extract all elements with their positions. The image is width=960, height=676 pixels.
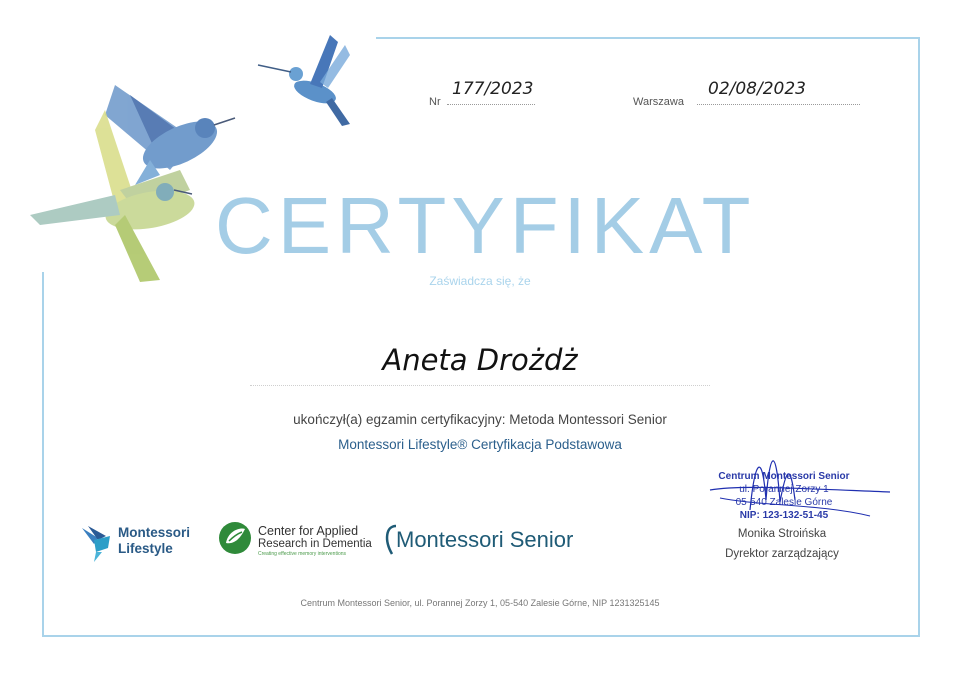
frame-bottom [42, 635, 920, 637]
exam-description: ukończył(a) egzamin certyfikacyjny: Metoda Montessori Senior [293, 412, 667, 427]
montessori-lifestyle-line1: Montessori [118, 525, 191, 540]
signatory-role: Dyrektor zarządzający [725, 548, 839, 560]
issue-date: 02/08/2023 [708, 79, 806, 99]
montessori-lifestyle-logo [80, 522, 210, 564]
car-name-line2: Research in Dementia [258, 538, 372, 550]
nr-label: Nr [429, 96, 441, 108]
signatory-block [712, 524, 852, 564]
car-name-line1: Center for Applied [258, 524, 359, 538]
frame-right [918, 37, 920, 637]
stamp-line-3: 05-540 Zalesie Górne [735, 497, 833, 508]
handwritten-signature [700, 440, 900, 530]
bird-icon [80, 522, 116, 562]
frame-left [42, 272, 44, 637]
small-hummingbird [258, 35, 350, 126]
montessori-lifestyle-line2: Lifestyle [118, 541, 173, 556]
car-dementia-logo [218, 521, 378, 561]
leaf-circle-icon [218, 521, 252, 555]
stamp-line-1: Centrum Montessori Senior [718, 471, 850, 482]
signatory-name: Monika Stroińska [737, 528, 827, 540]
frame-top [376, 37, 920, 39]
certificate-number: 177/2023 [452, 79, 534, 99]
car-tagline: Creating effective memory interventions [258, 551, 347, 557]
certificate-subtitle: Zaświadcza się, że [429, 274, 531, 288]
montessori-senior-logo [382, 524, 582, 558]
recipient-name: Aneta Drożdż [382, 343, 578, 377]
city-label: Warszawa [633, 96, 684, 108]
certificate-title: CERTYFIKAT [215, 181, 756, 270]
date-dotted-line [697, 104, 860, 105]
name-dotted-line [250, 385, 710, 386]
montessori-senior-text: Montessori Senior [396, 527, 574, 552]
stamp-line-4: NIP: 123-132-51-45 [739, 510, 829, 521]
footer-address: Centrum Montessori Senior, ul. Porannej Zorzy 1, 05-540 Zalesie Górne, NIP 1231325145 [300, 598, 660, 608]
certification-level: Montessori Lifestyle® Certyfikacja Podstawowa [338, 437, 622, 452]
stamp-line-2: ul. Porannej Zorzy 1 [739, 484, 829, 495]
nr-dotted-line [447, 104, 535, 105]
